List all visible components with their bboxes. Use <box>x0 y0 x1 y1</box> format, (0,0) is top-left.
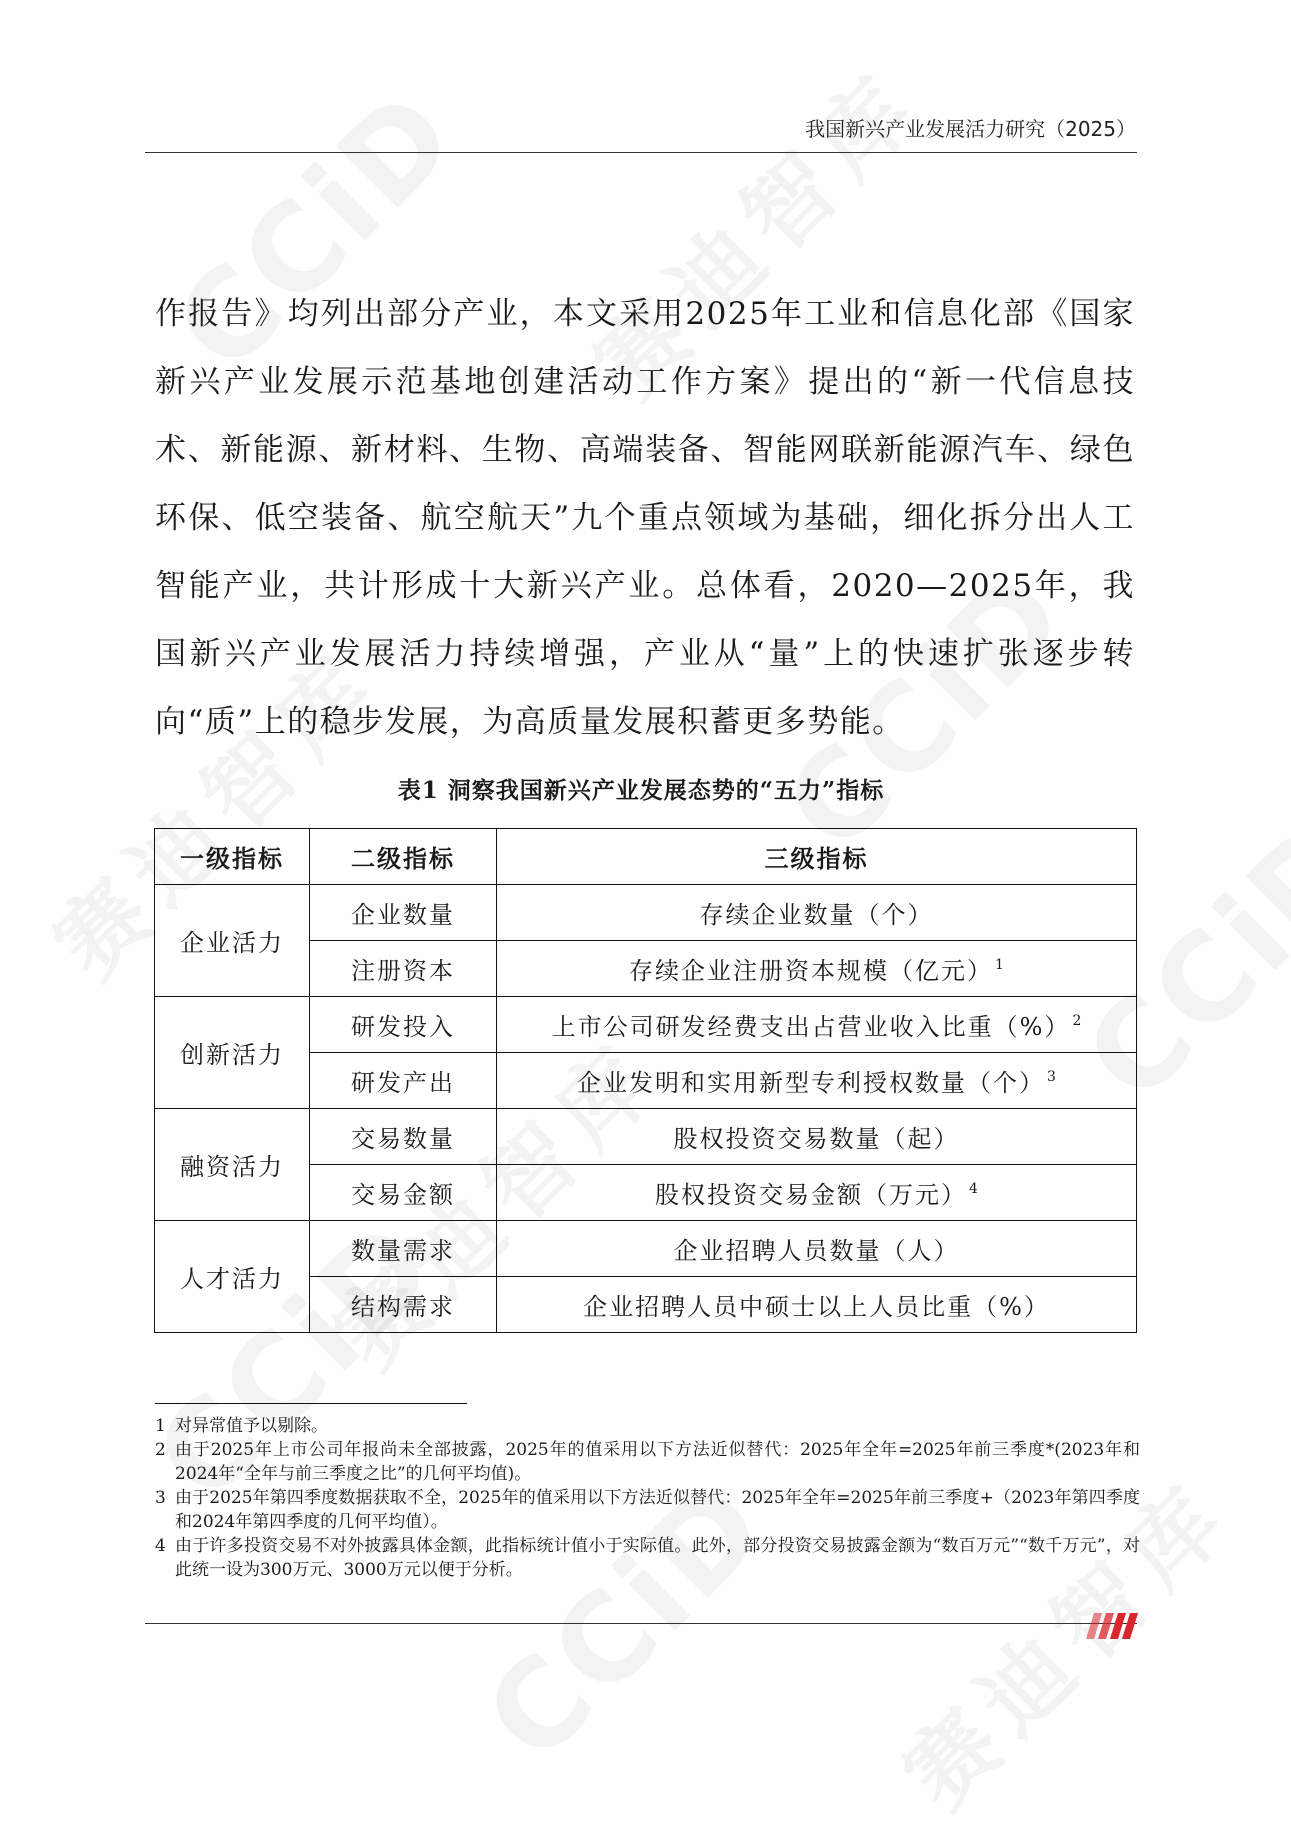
level2-cell: 交易数量 <box>310 1109 497 1165</box>
footnote-number: 2 <box>155 1440 166 1460</box>
level3-text: 股权投资交易金额（万元） <box>655 1181 968 1209</box>
footnote-item <box>155 1438 1140 1486</box>
level2-cell: 数量需求 <box>310 1221 497 1277</box>
footnote-ref[interactable]: 2 <box>1072 1013 1082 1029</box>
level3-text: 上市公司研发经费支出占营业收入比重（%） <box>551 1013 1071 1041</box>
level3-cell <box>497 997 1137 1053</box>
footnote-ref[interactable]: 1 <box>995 957 1004 973</box>
level3-text: 企业发明和实用新型专利授权数量（个） <box>577 1069 1046 1097</box>
body-paragraph: 作报告》均列出部分产业，本文采用2025年工业和信息化部《国家新兴产业发展示范基地创建活动工作方案》提出的“新一代信息技术、新能源、新材料、生物、高端装备、智能网联新能源汽车、绿色环保、低空装备、航空航天”九个重点领域为基础，细化拆分出人工智能产业，共计形成十大新兴产业。总体看，2020—2025年，我国新兴产业发展活力持续增强，产业从“量”上的快速扩张逐步转向“质”上的稳步发展，为高质量发展积蓄更多势能。 <box>155 296 1135 740</box>
level3-text: 存续企业数量（个） <box>699 901 934 929</box>
level3-cell <box>497 1221 1137 1277</box>
column-header-level2: 二级指标 <box>310 829 497 885</box>
footnote-divider <box>155 1403 467 1404</box>
level2-cell: 研发投入 <box>310 997 497 1053</box>
level2-cell: 研发产出 <box>310 1053 497 1109</box>
level2-cell: 注册资本 <box>310 941 497 997</box>
column-header-level1: 一级指标 <box>155 829 310 885</box>
footnote-ref[interactable]: 3 <box>1047 1069 1056 1085</box>
table-row <box>155 1221 1137 1277</box>
footnote-text: 由于2025年上市公司年报尚未全部披露，2025年的值采用以下方法近似替代：2025年全年=2025年前三季度*(2023年和2024年“全年与前三季度之比”的几何平均值)。 <box>175 1440 1140 1484</box>
footnote-text: 由于许多投资交易不对外披露具体金额，此指标统计值小于实际值。此外，部分投资交易披露金额为“数百万元”“数千万元”，对此统一设为300万元、3000万元以便于分析。 <box>175 1536 1140 1580</box>
footnote-text: 对异常值予以剔除。 <box>175 1416 328 1436</box>
footnote-number: 1 <box>155 1416 166 1436</box>
level1-cell: 人才活力 <box>155 1221 310 1333</box>
level3-cell <box>497 1109 1137 1165</box>
column-header-level3: 三级指标 <box>497 829 1137 885</box>
footnote-item <box>155 1534 1140 1582</box>
level3-cell <box>497 941 1137 997</box>
level3-cell <box>497 1277 1137 1333</box>
running-header: 我国新兴产业发展活力研究（2025） <box>805 117 1136 141</box>
level2-cell: 结构需求 <box>310 1277 497 1333</box>
indicator-table <box>154 828 1137 1333</box>
level2-cell: 交易金额 <box>310 1165 497 1221</box>
footnotes <box>155 1414 1140 1582</box>
level2-cell: 企业数量 <box>310 885 497 941</box>
table-header-row <box>155 829 1137 885</box>
table-caption: 表1 洞察我国新兴产业发展态势的“五力”指标 <box>397 777 885 804</box>
footnote-item <box>155 1414 1140 1438</box>
level3-cell <box>497 1165 1137 1221</box>
level1-cell: 融资活力 <box>155 1109 310 1221</box>
brand-stripes-icon <box>1078 1613 1138 1639</box>
level3-text: 企业招聘人员数量（人） <box>673 1237 960 1265</box>
footer-divider <box>145 1623 1137 1624</box>
footnote-number: 3 <box>155 1488 166 1508</box>
footnote-text: 由于2025年第四季度数据获取不全，2025年的值采用以下方法近似替代：2025年全年=2025年前三季度+（2023年第四季度和2024年第四季度的几何平均值）。 <box>175 1488 1140 1532</box>
table-row <box>155 885 1137 941</box>
header-divider <box>145 152 1137 153</box>
footnote-number: 4 <box>155 1536 166 1556</box>
table-row <box>155 1109 1137 1165</box>
level3-text: 股权投资交易数量（起） <box>673 1125 960 1153</box>
level3-text: 企业招聘人员中硕士以上人员比重（%） <box>583 1293 1050 1321</box>
table-row <box>155 997 1137 1053</box>
level3-cell <box>497 885 1137 941</box>
level1-cell: 创新活力 <box>155 997 310 1109</box>
footnote-item <box>155 1486 1140 1534</box>
level1-cell: 企业活力 <box>155 885 310 997</box>
level3-text: 存续企业注册资本规模（亿元） <box>629 957 994 985</box>
footnote-ref[interactable]: 4 <box>969 1181 978 1197</box>
level3-cell <box>497 1053 1137 1109</box>
